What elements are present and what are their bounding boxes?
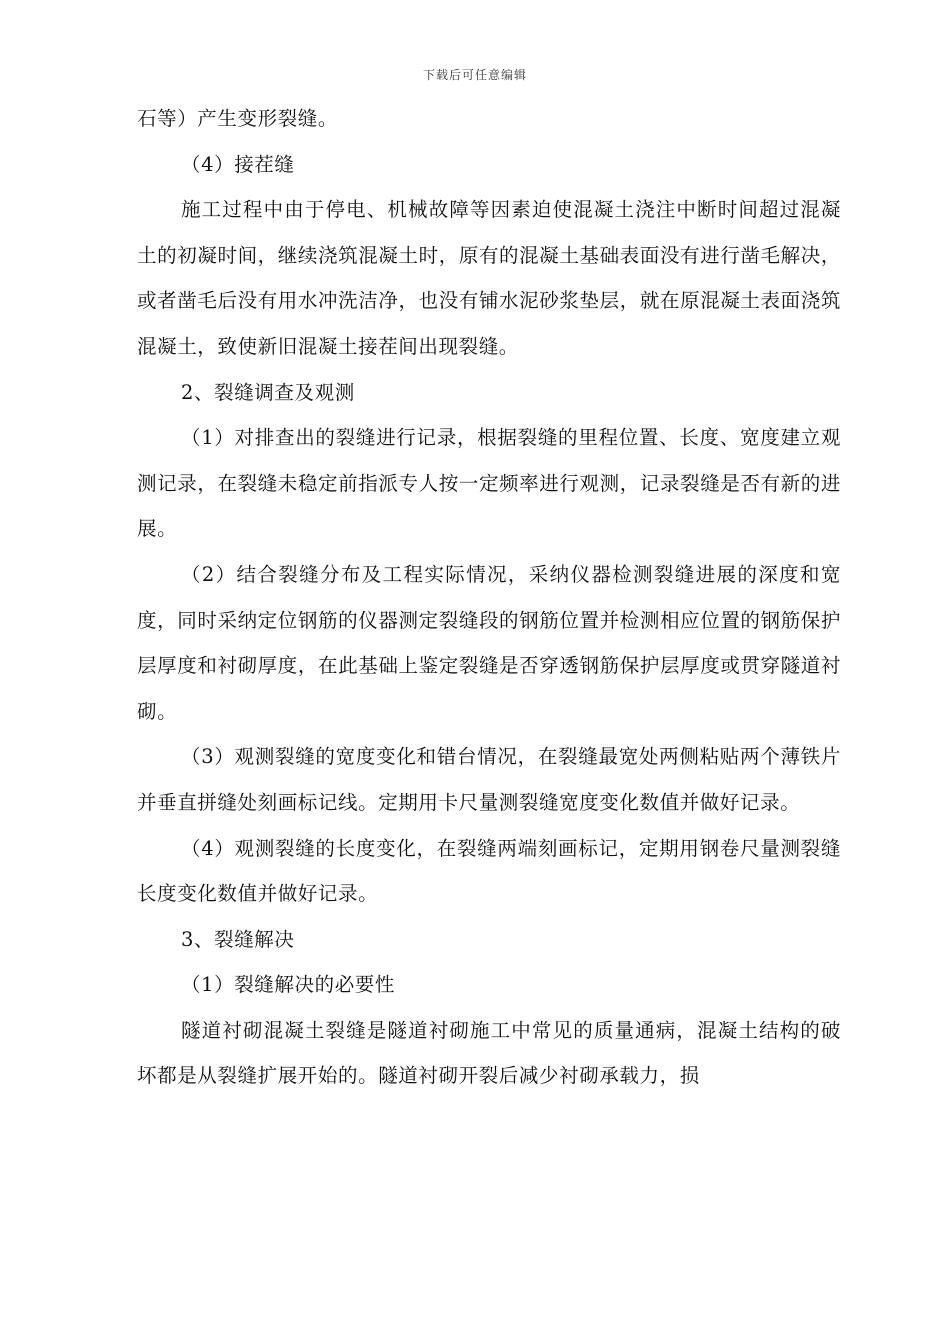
document-body [137, 96, 841, 1099]
subheading-treatment-necessity: （1）裂缝解决的必要性 [181, 973, 396, 997]
subheading-construction-joint: （4）接茬缝 [181, 152, 295, 176]
paragraph-survey-3: （3）观测裂缝的宽度变化和错台情况，在裂缝最宽处两侧粘贴两个薄铁片并垂直拼缝处刻画标记线。定期用卡尺量测裂缝宽度变化数值并做好记录。 [137, 745, 841, 814]
paragraph-continuation: 石等）产生变形裂缝。 [137, 107, 339, 130]
paragraph-survey-4: （4）观测裂缝的长度变化，在裂缝两端刻画标记，定期用钢卷尺量测裂缝长度变化数值并做好记录。 [137, 836, 841, 906]
section-heading-crack-survey: 2、裂缝调查及观测 [181, 380, 355, 404]
paragraph-survey-2: （2）结合裂缝分布及工程实际情况，采纳仪器检测裂缝进展的深度和宽度，同时采纳定位钢筋的仪器测定裂缝段的钢筋位置并检测相应位置的钢筋保护层厚度和衬砌厚度，在此基础上鉴定裂缝是否穿透钢筋保护层厚度或贯穿隧道衬砌。 [137, 562, 841, 723]
paragraph-survey-1: （1）对排查出的裂缝进行记录，根据裂缝的里程位置、长度、宽度建立观测记录，在裂缝未稳定前指派专人按一定频率进行观测，记录裂缝是否有新的进展。 [137, 426, 841, 541]
page-header-note: 下载后可任意编辑 [422, 68, 527, 82]
paragraph-treatment-necessity: 隧道衬砌混凝土裂缝是隧道衬砌施工中常见的质量通病，混凝土结构的破坏都是从裂缝扩展开始的。隧道衬砌开裂后减少衬砌承载力，损 [137, 1018, 841, 1088]
section-heading-crack-treatment: 3、裂缝解决 [181, 927, 295, 951]
paragraph-construction-joint: 施工过程中由于停电、机械故障等因素迫使混凝土浇注中断时间超过混凝土的初凝时间，继续浇筑混凝土时，原有的混凝土基础表面没有进行凿毛解决，或者凿毛后没有用水冲洗洁净，也没有铺水泥砂浆垫层，就在原混凝土表面浇筑混凝土，致使新旧混凝土接茬间出现裂缝。 [137, 198, 841, 358]
